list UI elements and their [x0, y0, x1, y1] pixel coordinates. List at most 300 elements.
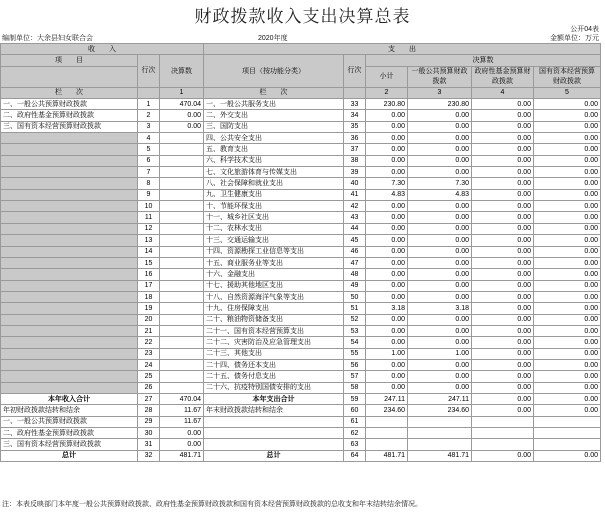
expense-item: 总计	[204, 450, 344, 461]
expense-item: 二十六、抗疫特别国债安排的支出	[204, 382, 344, 393]
expense-row-no: 51	[344, 303, 366, 314]
expense-subtotal: 0.00	[366, 371, 408, 382]
income-item: 总计	[1, 450, 138, 461]
expense-item	[204, 416, 344, 427]
expense-general: 0.00	[408, 325, 472, 336]
expense-item: 八、社会保障和就业支出	[204, 178, 344, 189]
expense-fund	[472, 428, 534, 439]
income-row-no: 25	[138, 371, 160, 382]
income-item: 二、政府性基金预算财政拨款	[1, 110, 138, 121]
expense-general: 0.00	[408, 314, 472, 325]
expense-row-no: 48	[344, 269, 366, 280]
income-item	[1, 235, 138, 246]
expense-row-no: 36	[344, 133, 366, 144]
expense-general	[408, 428, 472, 439]
income-row-no: 13	[138, 235, 160, 246]
expense-subtotal: 4.83	[366, 189, 408, 200]
income-amount	[160, 133, 204, 144]
expense-subtotal: 0.00	[366, 235, 408, 246]
expense-state-capital: 0.00	[534, 393, 601, 404]
expense-state-capital: 0.00	[534, 212, 601, 223]
income-item: 年初财政拨款结转和结余	[1, 405, 138, 416]
expense-item: 六、科学技术支出	[204, 155, 344, 166]
income-item: 三、国有资本经营预算财政拨款	[1, 121, 138, 132]
expense-row-no: 50	[344, 291, 366, 302]
expense-fund: 0.00	[472, 223, 534, 234]
expense-fund: 0.00	[472, 246, 534, 257]
income-item	[1, 269, 138, 280]
income-amount	[160, 314, 204, 325]
income-item	[1, 325, 138, 336]
income-item	[1, 223, 138, 234]
expense-item: 十六、金融支出	[204, 269, 344, 280]
expense-state-capital: 0.00	[534, 382, 601, 393]
expense-subtotal: 0.00	[366, 325, 408, 336]
income-row-no: 2	[138, 110, 160, 121]
expense-row-no: 54	[344, 337, 366, 348]
expense-general	[408, 416, 472, 427]
expense-item: 五、教育支出	[204, 144, 344, 155]
expense-fund: 0.00	[472, 393, 534, 404]
income-item	[1, 337, 138, 348]
expense-subtotal: 0.00	[366, 223, 408, 234]
income-row-no: 3	[138, 121, 160, 132]
table-row	[1, 325, 601, 336]
expense-subtotal: 0.00	[366, 291, 408, 302]
expense-state-capital: 0.00	[534, 325, 601, 336]
decision-header: 决算数	[366, 55, 601, 66]
income-item	[1, 382, 138, 393]
expense-subtotal	[366, 428, 408, 439]
expense-state-capital: 0.00	[534, 99, 601, 110]
expense-item: 十四、资源勘探工业信息等支出	[204, 246, 344, 257]
expense-row-no: 43	[344, 212, 366, 223]
expense-fund: 0.00	[472, 348, 534, 359]
expense-subtotal: 0.00	[366, 314, 408, 325]
expense-subtotal: 0.00	[366, 212, 408, 223]
expense-item: 十二、农林水支出	[204, 223, 344, 234]
income-row-no: 30	[138, 428, 160, 439]
expense-item: 二十一、国有资本经营预算支出	[204, 325, 344, 336]
table-row	[1, 405, 601, 416]
table-row	[1, 223, 601, 234]
expense-fund: 0.00	[472, 314, 534, 325]
income-row-no: 29	[138, 416, 160, 427]
fund-budget-header: 政府性基金预算财政拨款	[472, 66, 534, 87]
income-amount	[160, 223, 204, 234]
expense-fund: 0.00	[472, 359, 534, 370]
expense-item: 二、外交支出	[204, 110, 344, 121]
income-row-no: 17	[138, 280, 160, 291]
expense-state-capital: 0.00	[534, 201, 601, 212]
expense-state-capital	[534, 428, 601, 439]
expense-row-no: 35	[344, 121, 366, 132]
expense-state-capital: 0.00	[534, 121, 601, 132]
expense-general: 0.00	[408, 223, 472, 234]
table-row	[1, 303, 601, 314]
expense-row-no: 33	[344, 99, 366, 110]
income-item	[1, 314, 138, 325]
income-item: 三、国有资本经营预算财政拨款	[1, 439, 138, 450]
income-header: 收 入	[1, 44, 204, 55]
expense-subtotal: 3.18	[366, 303, 408, 314]
expense-item: 十、节能环保支出	[204, 201, 344, 212]
expense-row-no: 37	[344, 144, 366, 155]
expense-subtotal: 0.00	[366, 359, 408, 370]
expense-fund: 0.00	[472, 303, 534, 314]
expense-general: 4.83	[408, 189, 472, 200]
expense-subtotal: 0.00	[366, 155, 408, 166]
income-row-no: 18	[138, 291, 160, 302]
expense-row-no: 62	[344, 428, 366, 439]
income-item	[1, 155, 138, 166]
income-amount: 470.04	[160, 99, 204, 110]
table-row	[1, 337, 601, 348]
expense-fund: 0.00	[472, 110, 534, 121]
item-header-blank	[1, 66, 138, 87]
income-amount: 0.00	[160, 439, 204, 450]
income-item	[1, 280, 138, 291]
expense-row-no: 53	[344, 325, 366, 336]
income-item: 本年收入合计	[1, 393, 138, 404]
income-item	[1, 359, 138, 370]
expense-general: 0.00	[408, 280, 472, 291]
expense-state-capital: 0.00	[534, 110, 601, 121]
expense-fund: 0.00	[472, 235, 534, 246]
expense-state-capital: 0.00	[534, 223, 601, 234]
income-amount	[160, 371, 204, 382]
expense-general: 0.00	[408, 257, 472, 268]
income-item: 一、一般公共预算财政拨款	[1, 99, 138, 110]
expense-state-capital: 0.00	[534, 291, 601, 302]
expense-subtotal: 0.00	[366, 133, 408, 144]
expense-item: 九、卫生健康支出	[204, 189, 344, 200]
income-row-no: 27	[138, 393, 160, 404]
income-amount	[160, 382, 204, 393]
expense-state-capital: 0.00	[534, 235, 601, 246]
expense-state-capital: 0.00	[534, 189, 601, 200]
expense-state-capital: 0.00	[534, 133, 601, 144]
expense-subtotal: 0.00	[366, 121, 408, 132]
income-amount	[160, 337, 204, 348]
expense-fund: 0.00	[472, 144, 534, 155]
expense-general: 0.00	[408, 291, 472, 302]
income-amount	[160, 155, 204, 166]
income-item	[1, 189, 138, 200]
column-index-5: 5	[534, 87, 601, 98]
year-label: 2020年度	[258, 35, 288, 42]
expense-state-capital: 0.00	[534, 167, 601, 178]
expense-subtotal: 0.00	[366, 257, 408, 268]
expense-item: 十九、住房保障支出	[204, 303, 344, 314]
expense-state-capital: 0.00	[534, 246, 601, 257]
income-item: 二、政府性基金预算财政拨款	[1, 428, 138, 439]
budget-table	[0, 43, 601, 462]
expense-item: 二十、粮油物资储备支出	[204, 314, 344, 325]
column-index-blank-right	[344, 87, 366, 98]
expense-item: 七、文化旅游体育与传媒支出	[204, 167, 344, 178]
table-row	[1, 167, 601, 178]
item-header: 项 目	[1, 55, 138, 66]
table-row	[1, 110, 601, 121]
expense-subtotal: 0.00	[366, 110, 408, 121]
income-amount: 11.67	[160, 416, 204, 427]
table-row	[1, 235, 601, 246]
expense-fund: 0.00	[472, 167, 534, 178]
expense-subtotal	[366, 439, 408, 450]
expense-subtotal: 0.00	[366, 337, 408, 348]
table-row	[1, 189, 601, 200]
income-amount	[160, 246, 204, 257]
column-index-3: 3	[408, 87, 472, 98]
expense-general: 0.00	[408, 359, 472, 370]
subtotal-header: 小计	[366, 66, 408, 87]
table-row	[1, 314, 601, 325]
expense-row-no: 63	[344, 439, 366, 450]
expense-fund: 0.00	[472, 450, 534, 461]
income-item	[1, 291, 138, 302]
expense-item: 十三、交通运输支出	[204, 235, 344, 246]
expense-general: 0.00	[408, 144, 472, 155]
column-index-label-right: 栏 次	[204, 87, 344, 98]
income-row-no: 14	[138, 246, 160, 257]
table-row	[1, 246, 601, 257]
income-amount-header: 决算数	[160, 55, 204, 87]
expense-row-no: 61	[344, 416, 366, 427]
expense-state-capital: 0.00	[534, 280, 601, 291]
income-row-no: 15	[138, 257, 160, 268]
income-amount	[160, 269, 204, 280]
table-row	[1, 133, 601, 144]
unit-label: 金额单位：万元	[550, 35, 599, 42]
expense-state-capital: 0.00	[534, 405, 601, 416]
expense-subtotal: 0.00	[366, 280, 408, 291]
expense-subtotal: 7.30	[366, 178, 408, 189]
income-item	[1, 212, 138, 223]
expense-subtotal: 230.80	[366, 99, 408, 110]
expense-subtotal: 0.00	[366, 144, 408, 155]
expense-state-capital	[534, 416, 601, 427]
expense-general: 0.00	[408, 382, 472, 393]
income-row-no: 24	[138, 359, 160, 370]
expense-item	[204, 439, 344, 450]
income-item	[1, 133, 138, 144]
table-row	[1, 291, 601, 302]
column-index-2: 2	[366, 87, 408, 98]
expense-general: 0.00	[408, 246, 472, 257]
table-row	[1, 280, 601, 291]
expense-subtotal: 234.60	[366, 405, 408, 416]
expense-row-no: 55	[344, 348, 366, 359]
income-item	[1, 167, 138, 178]
expense-fund: 0.00	[472, 99, 534, 110]
expense-subtotal: 0.00	[366, 246, 408, 257]
income-item: 一、一般公共预算财政拨款	[1, 416, 138, 427]
expense-state-capital: 0.00	[534, 348, 601, 359]
expense-row-no-header: 行次	[344, 55, 366, 87]
income-amount: 0.00	[160, 121, 204, 132]
column-index-blank	[138, 87, 160, 98]
expense-row-no: 52	[344, 314, 366, 325]
table-row	[1, 269, 601, 280]
expense-general: 0.00	[408, 167, 472, 178]
income-item	[1, 348, 138, 359]
expense-general: 7.30	[408, 178, 472, 189]
income-item	[1, 144, 138, 155]
expense-fund: 0.00	[472, 269, 534, 280]
income-row-no: 22	[138, 337, 160, 348]
income-amount: 470.04	[160, 393, 204, 404]
income-row-no: 10	[138, 201, 160, 212]
expense-state-capital: 0.00	[534, 450, 601, 461]
expense-row-no: 45	[344, 235, 366, 246]
expense-row-no: 57	[344, 371, 366, 382]
expense-fund: 0.00	[472, 257, 534, 268]
expense-row-no: 40	[344, 178, 366, 189]
expense-fund: 0.00	[472, 212, 534, 223]
table-row	[1, 178, 601, 189]
expense-item: 十七、援助其他地区支出	[204, 280, 344, 291]
expense-fund	[472, 439, 534, 450]
expense-row-no: 47	[344, 257, 366, 268]
expense-header: 支 出	[204, 44, 601, 55]
org-label: 编制单位：大余县妇女联合会	[2, 35, 93, 42]
income-row-no: 31	[138, 439, 160, 450]
column-index-label: 栏 次	[1, 87, 138, 98]
table-row	[1, 201, 601, 212]
income-amount	[160, 303, 204, 314]
expense-item: 三、国防支出	[204, 121, 344, 132]
income-item	[1, 371, 138, 382]
expense-item: 十八、自然资源海洋气象等支出	[204, 291, 344, 302]
func-item-header: 项目（按功能分类）	[204, 55, 344, 87]
expense-item: 二十四、债务还本支出	[204, 359, 344, 370]
expense-state-capital: 0.00	[534, 269, 601, 280]
income-item	[1, 246, 138, 257]
income-row-no: 26	[138, 382, 160, 393]
column-index-1: 1	[160, 87, 204, 98]
expense-subtotal: 0.00	[366, 201, 408, 212]
expense-general	[408, 439, 472, 450]
expense-item: 一、一般公共服务支出	[204, 99, 344, 110]
expense-general: 1.00	[408, 348, 472, 359]
expense-row-no: 49	[344, 280, 366, 291]
expense-state-capital: 0.00	[534, 303, 601, 314]
state-capital-header: 国有资本经营预算财政拨款	[534, 66, 601, 87]
form-code: 公开04表	[570, 26, 599, 33]
expense-row-no: 42	[344, 201, 366, 212]
expense-general: 234.60	[408, 405, 472, 416]
general-budget-header: 一般公共预算财政拨款	[408, 66, 472, 87]
expense-row-no: 46	[344, 246, 366, 257]
expense-subtotal: 481.71	[366, 450, 408, 461]
column-index-4: 4	[472, 87, 534, 98]
expense-general: 0.00	[408, 201, 472, 212]
expense-general: 0.00	[408, 337, 472, 348]
row-no-header: 行次	[138, 55, 160, 87]
expense-subtotal: 247.11	[366, 393, 408, 404]
expense-general: 0.00	[408, 155, 472, 166]
income-row-no: 11	[138, 212, 160, 223]
income-amount: 0.00	[160, 428, 204, 439]
expense-state-capital: 0.00	[534, 359, 601, 370]
income-row-no: 6	[138, 155, 160, 166]
expense-item: 二十五、债务付息支出	[204, 371, 344, 382]
income-amount	[160, 348, 204, 359]
expense-row-no: 44	[344, 223, 366, 234]
expense-fund: 0.00	[472, 280, 534, 291]
income-amount	[160, 325, 204, 336]
table-row	[1, 155, 601, 166]
footnote: 注：本表反映部门本年度一般公共预算财政拨款、政府性基金预算财政拨款和国有资本经营预算财政拨款的总收支和年末结转结余情况。	[2, 501, 422, 508]
expense-item: 二十二、灾害防治及应急管理支出	[204, 337, 344, 348]
expense-fund: 0.00	[472, 155, 534, 166]
expense-subtotal	[366, 416, 408, 427]
income-row-no: 32	[138, 450, 160, 461]
expense-item: 本年支出合计	[204, 393, 344, 404]
expense-general: 0.00	[408, 133, 472, 144]
income-amount: 0.00	[160, 110, 204, 121]
expense-state-capital: 0.00	[534, 178, 601, 189]
income-row-no: 7	[138, 167, 160, 178]
income-row-no: 16	[138, 269, 160, 280]
table-row	[1, 382, 601, 393]
expense-row-no: 41	[344, 189, 366, 200]
expense-state-capital	[534, 439, 601, 450]
income-amount	[160, 235, 204, 246]
table-row	[1, 359, 601, 370]
expense-item: 十一、城乡社区支出	[204, 212, 344, 223]
expense-general: 0.00	[408, 371, 472, 382]
income-amount: 481.71	[160, 450, 204, 461]
expense-general: 3.18	[408, 303, 472, 314]
income-amount	[160, 359, 204, 370]
expense-row-no: 34	[344, 110, 366, 121]
table-row	[1, 439, 601, 450]
income-amount	[160, 167, 204, 178]
expense-item: 二十三、其他支出	[204, 348, 344, 359]
page-title: 财政拨款收入支出决算总表	[194, 7, 411, 27]
expense-state-capital: 0.00	[534, 155, 601, 166]
expense-subtotal: 0.00	[366, 382, 408, 393]
table-row	[1, 450, 601, 461]
expense-row-no: 39	[344, 167, 366, 178]
expense-state-capital: 0.00	[534, 337, 601, 348]
expense-fund: 0.00	[472, 121, 534, 132]
expense-item: 四、公共安全支出	[204, 133, 344, 144]
income-amount	[160, 201, 204, 212]
table-row	[1, 99, 601, 110]
expense-fund: 0.00	[472, 405, 534, 416]
income-item	[1, 201, 138, 212]
expense-general: 0.00	[408, 235, 472, 246]
table-row	[1, 393, 601, 404]
table-row	[1, 371, 601, 382]
income-amount	[160, 178, 204, 189]
expense-fund: 0.00	[472, 325, 534, 336]
income-amount	[160, 280, 204, 291]
income-row-no: 23	[138, 348, 160, 359]
income-row-no: 12	[138, 223, 160, 234]
expense-fund: 0.00	[472, 178, 534, 189]
expense-general: 0.00	[408, 212, 472, 223]
income-amount	[160, 212, 204, 223]
expense-item: 十五、商业服务业等支出	[204, 257, 344, 268]
expense-item	[204, 428, 344, 439]
income-row-no: 21	[138, 325, 160, 336]
expense-state-capital: 0.00	[534, 257, 601, 268]
expense-row-no: 64	[344, 450, 366, 461]
